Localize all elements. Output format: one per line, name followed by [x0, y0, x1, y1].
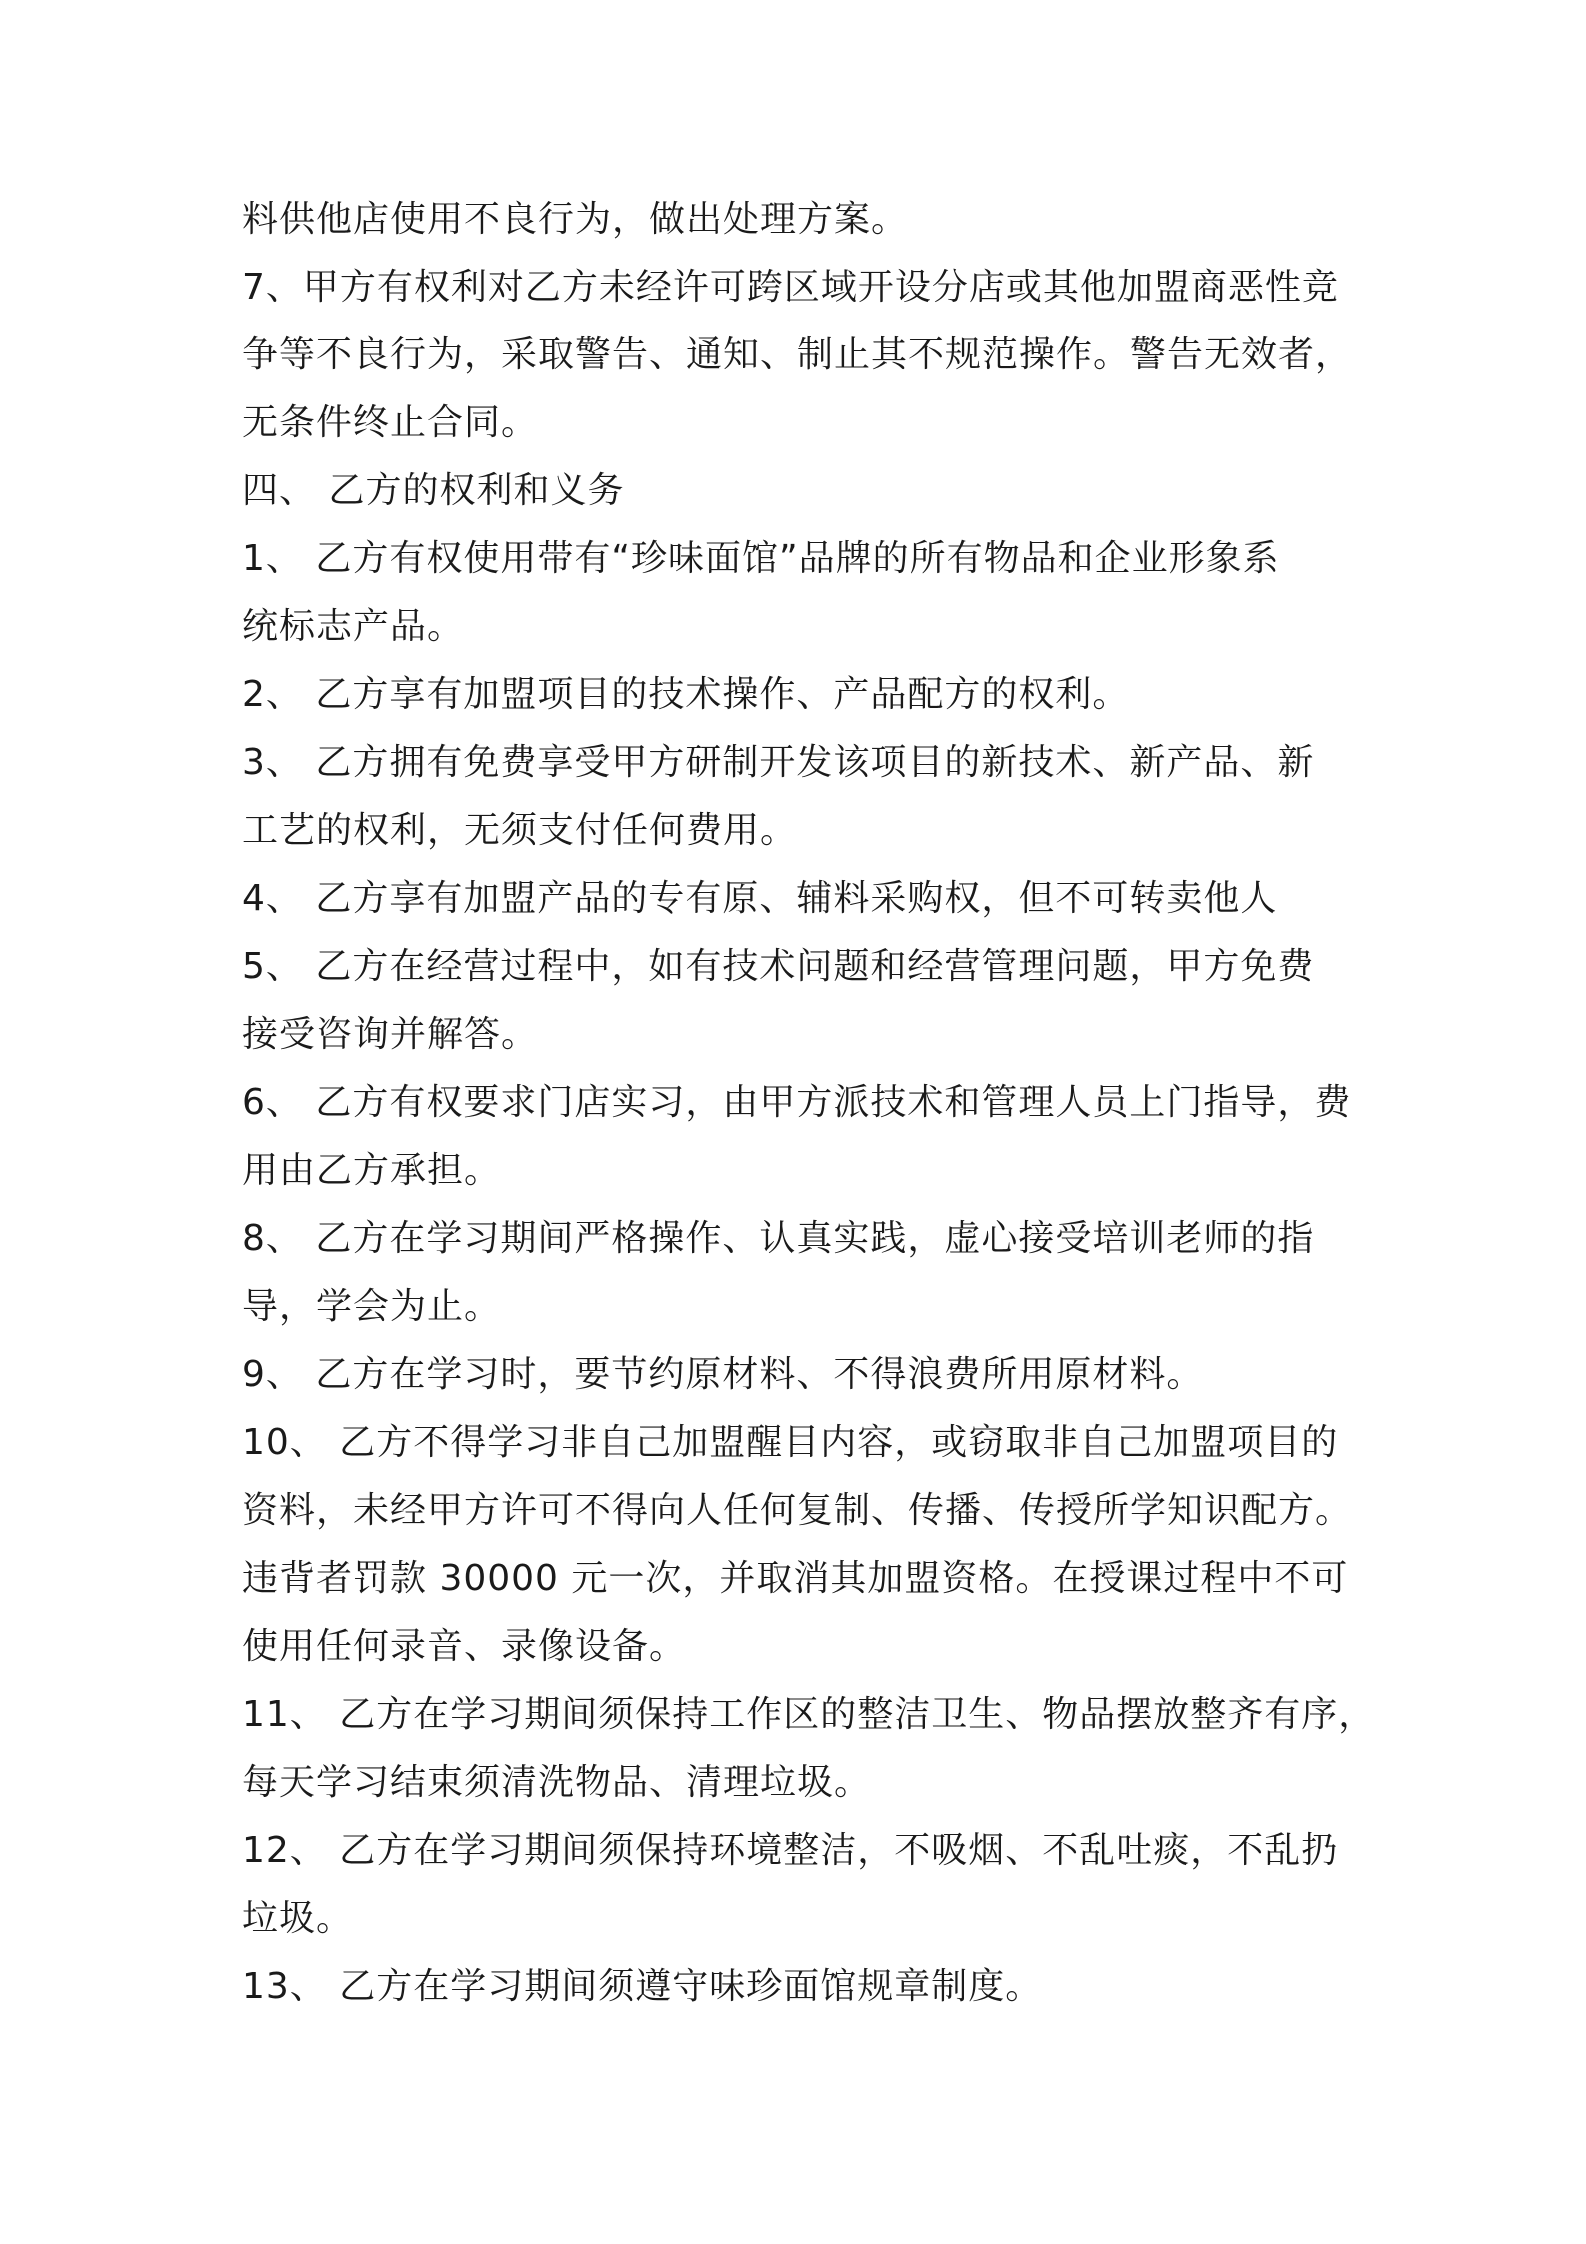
text-line: 统标志产品。 — [242, 606, 465, 647]
text-line: 1、 乙方有权使用带有“珍味面馆”品牌的所有物品和企业形象系 — [242, 538, 1280, 579]
section-heading: 四、 乙方的权利和义务 — [242, 470, 625, 511]
text-line: 无条件终止合同。 — [242, 402, 539, 443]
text-line: 导，学会为止。 — [242, 1286, 502, 1327]
text-line: 9、 乙方在学习时，要节约原材料、不得浪费所用原材料。 — [242, 1354, 1204, 1395]
text-line: 7、甲方有权利对乙方未经许可跨区域开设分店或其他加盟商恶性竞 — [242, 267, 1339, 308]
text-line: 13、 乙方在学习期间须遵守味珍面馆规章制度。 — [242, 1966, 1043, 2007]
text-line: 3、 乙方拥有免费享受甲方研制开发该项目的新技术、新产品、新 — [242, 742, 1315, 783]
text-line: 违背者罚款 30000 元一次，并取消其加盟资格。在授课过程中不可 — [242, 1558, 1349, 1599]
text-line: 接受咨询并解答。 — [242, 1014, 539, 1055]
text-line: 料供他店使用不良行为，做出处理方案。 — [242, 199, 909, 240]
text-line: 4、 乙方享有加盟产品的专有原、辅料采购权，但不可转卖他人 — [242, 878, 1278, 919]
text-line: 8、 乙方在学习期间严格操作、认真实践，虚心接受培训老师的指 — [242, 1218, 1315, 1259]
text-line: 资料，未经甲方许可不得向人任何复制、传播、传授所学知识配方。 — [242, 1490, 1353, 1531]
text-line: 6、 乙方有权要求门店实习，由甲方派技术和管理人员上门指导，费 — [242, 1082, 1352, 1123]
text-line: 使用任何录音、录像设备。 — [242, 1626, 687, 1667]
text-line: 12、 乙方在学习期间须保持环境整洁，不吸烟、不乱吐痰，不乱扔 — [242, 1830, 1339, 1871]
text-line: 5、 乙方在经营过程中，如有技术问题和经营管理问题，甲方免费 — [242, 946, 1315, 987]
text-line: 工艺的权利，无须支付任何费用。 — [242, 810, 798, 851]
text-line: 2、 乙方享有加盟项目的技术操作、产品配方的权利。 — [242, 674, 1130, 715]
text-line: 垃圾。 — [242, 1898, 354, 1939]
text-line: 每天学习结束须清洗物品、清理垃圾。 — [242, 1762, 872, 1803]
text-line: 用由乙方承担。 — [242, 1150, 502, 1191]
text-line: 争等不良行为，采取警告、通知、制止其不规范操作。警告无效者， — [242, 334, 1353, 375]
text-line: 11、 乙方在学习期间须保持工作区的整洁卫生、物品摆放整齐有序， — [242, 1694, 1376, 1735]
text-line: 10、 乙方不得学习非自己加盟醒目内容，或窃取非自己加盟项目的 — [242, 1422, 1339, 1463]
